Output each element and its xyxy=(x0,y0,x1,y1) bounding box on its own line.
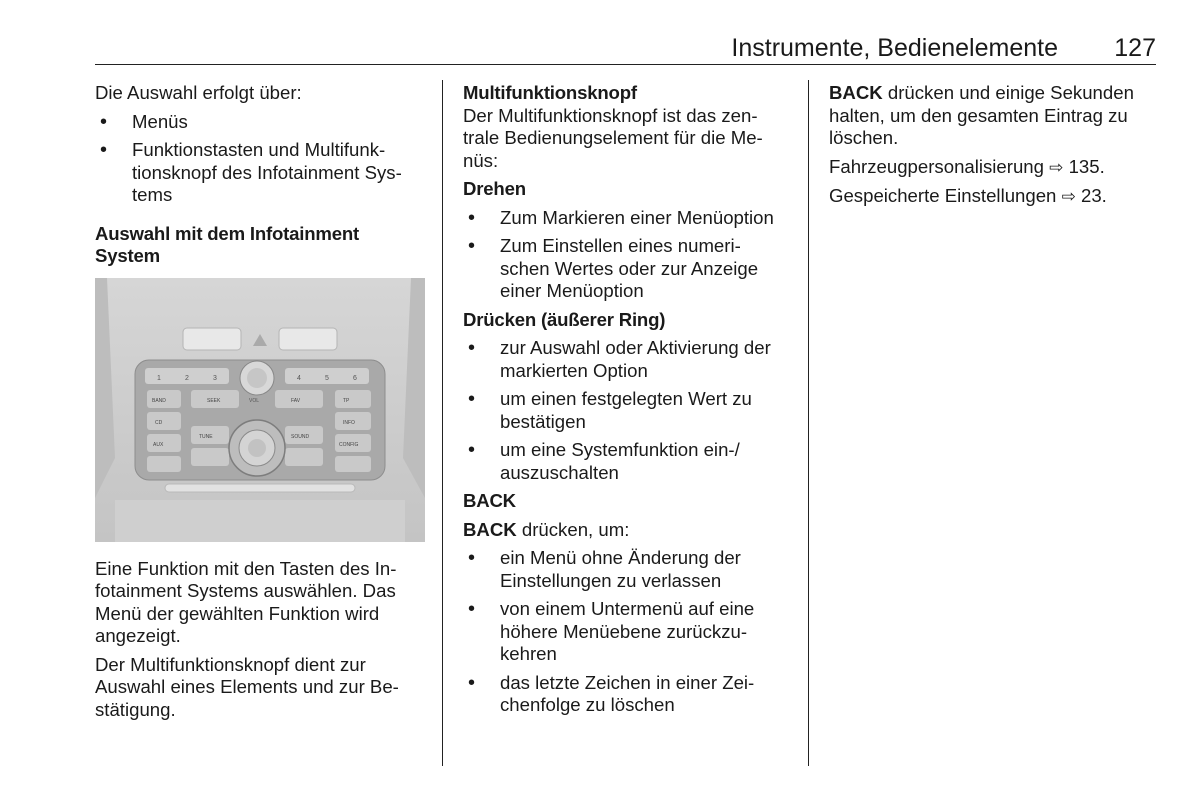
back-list xyxy=(463,547,793,717)
paragraph-back-press: BACK drücken, um: xyxy=(463,518,630,540)
paragraph-multifunction-knob: Der Multifunktionsknopf ist das zen- trale Bedienungselement für die Me- nüs: xyxy=(463,104,763,171)
tp-label: TP xyxy=(343,397,350,404)
list-item: • Zum Einstellen eines numeri- schen Wertes oder zur Anzeige einer Menüoption xyxy=(463,235,793,303)
list-item: • von einem Untermenü auf eine höhere Menüebene zurückzu- kehren xyxy=(463,598,793,666)
druecken-list xyxy=(463,337,793,484)
column-divider-2 xyxy=(808,80,809,766)
page-reference-arrow-icon: ⇨ xyxy=(1061,187,1076,206)
column-divider-1 xyxy=(442,80,443,766)
column-1 xyxy=(95,82,425,727)
reference-saved-settings: Gespeicherte Einstellungen ⇨ 23. xyxy=(829,185,1107,206)
list-item: • das letzte Zeichen in einer Zei- chenfolge zu löschen xyxy=(463,672,793,717)
list-item: • Menüs xyxy=(95,111,425,134)
preset-2-label: 2 xyxy=(185,374,189,382)
paragraph-function-selection: Eine Funktion mit den Tasten des In- fotainment Systems auswählen. Das Menü der gewählten Funktion wird angezeigt. xyxy=(95,557,397,646)
list-item: • ein Menü ohne Änderung der Einstellungen zu verlassen xyxy=(463,547,793,592)
paragraph-back-hold: BACK drücken und einige Sekunden halten, um den gesamten Eintrag zu löschen. xyxy=(829,82,1134,148)
sound-label: SOUND xyxy=(291,433,310,440)
selection-list xyxy=(95,111,425,207)
page-number: 127 xyxy=(1114,34,1156,62)
info-label: INFO xyxy=(343,419,355,426)
preset-1-label: 1 xyxy=(157,374,161,382)
subheading-druecken: Drücken (äußerer Ring) xyxy=(463,308,666,330)
infotainment-panel-figure xyxy=(95,278,425,542)
list-item: • zur Auswahl oder Aktivierung der markierten Option xyxy=(463,337,793,382)
preset-3-label: 3 xyxy=(213,374,217,382)
list-item: • Funktionstasten und Multifunk- tionsknopf des Infotainment Sys- tems xyxy=(95,139,425,207)
page-header-title: Instrumente, Bedienelemente xyxy=(731,34,1058,62)
header-rule xyxy=(95,64,1156,65)
subheading-drehen: Drehen xyxy=(463,178,526,199)
config-label: CONFIG xyxy=(339,441,359,448)
drehen-list xyxy=(463,207,793,303)
column-3 xyxy=(829,82,1159,215)
section-heading-multifunction-knob: Multifunktionsknopf xyxy=(463,82,637,103)
section-heading-infotainment: Auswahl mit dem Infotainment System xyxy=(95,222,360,266)
seek-label: SEEK xyxy=(207,397,221,404)
list-item: • Zum Markieren einer Menüoption xyxy=(463,207,793,230)
list-item: • um einen festgelegten Wert zu bestätigen xyxy=(463,388,793,433)
preset-6-label: 6 xyxy=(353,374,357,382)
preset-5-label: 5 xyxy=(325,374,329,382)
paragraph-multifunction-purpose: Der Multifunktionsknopf dient zur Auswahl eines Elements und zur Be- stätigung. xyxy=(95,653,399,720)
tune-label: TUNE xyxy=(199,433,213,440)
aux-label: AUX xyxy=(153,441,164,448)
list-item: • um eine Systemfunktion ein-/ auszuschalten xyxy=(463,439,793,484)
preset-4-label: 4 xyxy=(297,374,301,382)
column-2 xyxy=(463,82,793,723)
cd-label: CD xyxy=(155,419,163,426)
vol-label: VOL xyxy=(249,397,260,404)
reference-vehicle-personalisation: Fahrzeugpersonalisierung ⇨ 135. xyxy=(829,155,1105,177)
fav-label: FAV xyxy=(291,397,301,404)
page-reference-arrow-icon: ⇨ xyxy=(1049,157,1064,177)
intro-text: Die Auswahl erfolgt über: xyxy=(95,82,302,103)
band-label: BAND xyxy=(152,397,166,404)
subheading-back: BACK xyxy=(463,490,516,511)
